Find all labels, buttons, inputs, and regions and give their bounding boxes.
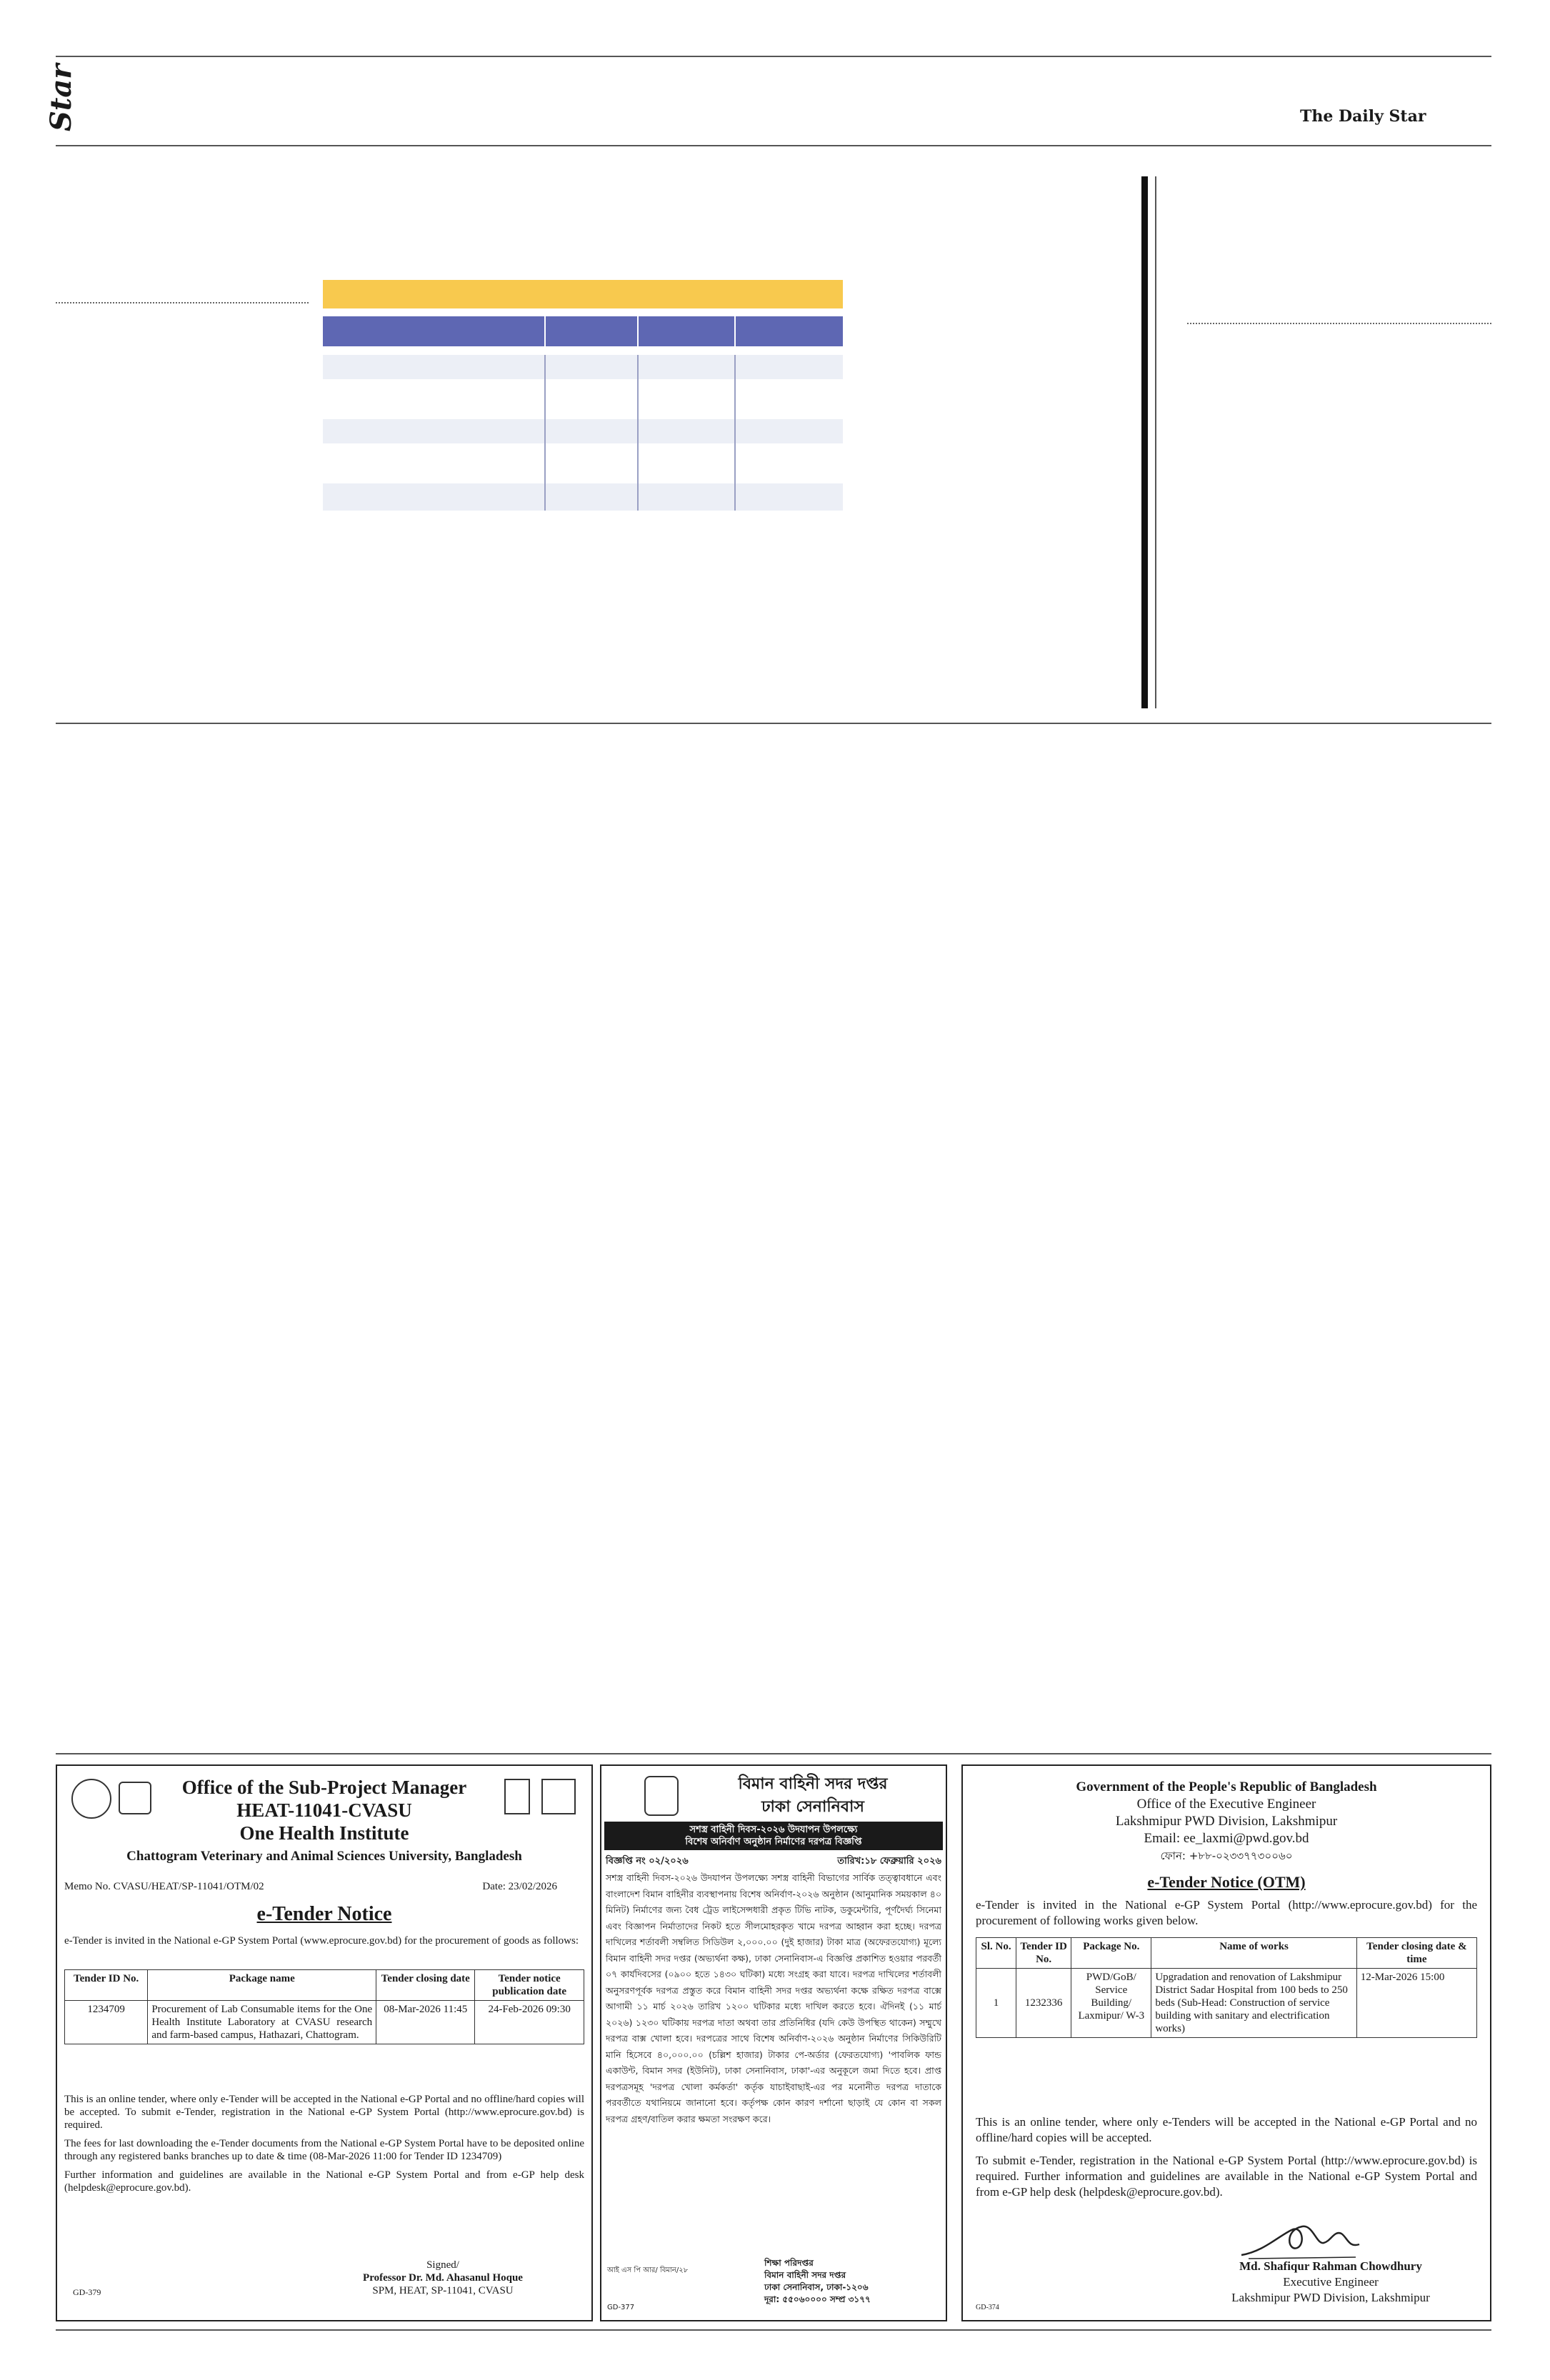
- table-column-line: [734, 355, 736, 511]
- signer-title: SPM, HEAT, SP-11041, CVASU: [372, 2285, 514, 2296]
- ad2-sig2: বিমান বাহিনী সদর দপ্তর: [764, 2270, 846, 2280]
- heat-logo-icon: [541, 1779, 576, 1814]
- upper-section-bottom-rule: [56, 723, 1491, 724]
- university-seal-icon: [71, 1779, 111, 1819]
- notice-intro: e-Tender is invited in the National e-GP System Portal (http://www.eprocure.gov.bd) for the procurement of following works given below.: [976, 1898, 1477, 1927]
- signer-office: Lakshmipur PWD Division, Lakshmipur: [1231, 2291, 1430, 2304]
- column-divider-thick: [1141, 176, 1148, 708]
- office-title: Office of the Executive Engineer: [1136, 1797, 1316, 1812]
- right-column-divider: [1187, 323, 1491, 324]
- ad-code: GD-374: [976, 2304, 999, 2311]
- cell-tender-id: 1234709: [65, 2001, 148, 2044]
- ad-code: GD-377: [607, 2304, 635, 2311]
- col-closing-date: Tender closing date: [376, 1970, 475, 2001]
- university-name: Chattogram Veterinary and Animal Sciences University, Bangladesh: [126, 1849, 522, 1864]
- table-column-line: [637, 355, 639, 511]
- tender-table: [64, 1969, 584, 2044]
- signer-title: Executive Engineer: [1283, 2275, 1379, 2289]
- table-row: [323, 483, 843, 511]
- gov-title: Government of the People's Republic of Bangladesh: [1076, 1779, 1377, 1794]
- masthead-bottom-rule: [56, 145, 1491, 146]
- ad2-ref: বিজ্ঞপ্তি নং ০২/২০২৬: [606, 1856, 689, 1867]
- online-tender-paragraph: This is an online tender, where only e-Tender will be accepted in the National e-GP Portal and no offline/hard copies will be accepted. To submit e-Tender, registration in the National e-GP System Portal (http://www.eprocure.gov.bd) is required.: [64, 2094, 584, 2131]
- office-title: Office of the Sub-Project Manager: [181, 1777, 467, 1798]
- data-table-body: [323, 355, 843, 511]
- left-brand-logo: Star: [44, 64, 78, 131]
- ad-strip-top-rule: [56, 1753, 1491, 1754]
- project-title: HEAT-11041-CVASU: [236, 1799, 412, 1821]
- cell-publication-date: 24-Feb-2026 09:30: [475, 2001, 584, 2044]
- tender-table: [976, 1937, 1477, 2038]
- table-row: [976, 1969, 1477, 2038]
- ministry-logo-icon: [504, 1779, 530, 1814]
- ad2-ref-date: তারিখ:১৮ ফেব্রুয়ারি ২০২৬: [837, 1856, 941, 1867]
- cell-closing: 12-Mar-2026 15:00: [1356, 1969, 1476, 2038]
- table-header-bar: [323, 316, 843, 346]
- phone-line: ফোন: +৮৮-০২৩৩৭৭৩০০৬০: [1160, 1849, 1293, 1862]
- col-tender-id: Tender ID No.: [1016, 1938, 1071, 1969]
- ad2-sig3: ঢাকা সেনানিবাস, ঢাকা-১২০৬: [764, 2282, 869, 2292]
- signer-name: Professor Dr. Md. Ahasanul Hoque: [363, 2272, 523, 2284]
- ad2-subtitle: ঢাকা সেনানিবাস: [761, 1798, 864, 1816]
- ad-pwd-tender: [961, 1764, 1491, 2321]
- col-tender-id: Tender ID No.: [65, 1970, 148, 2001]
- signer-name: Md. Shafiqur Rahman Chowdhury: [1239, 2259, 1422, 2273]
- cell-serial: 1: [976, 1969, 1016, 2038]
- ad2-footer-left: আই এস পি আর/ বিমান/২৮: [607, 2266, 689, 2274]
- ad2-body: সশস্ত্র বাহিনী দিবস-২০২৬ উদযাপন উপলক্ষ্যে সশস্ত্র বাহিনী বিভাগের সার্বিক তত্ত্বাবধানে এবং বাংলাদেশ বিমান বাহিনীর ব্যবস্থাপনায় বিশেষ অনির্বাণ-২০২৬ অনুষ্ঠান (আনুমানিক সময়কাল ৪০ মিনিট) নির্মাণের জন্য বৈধ ট্রেড লাইসেন্সধারী প্রকৃত টিভি নাটক, ডকুমেন্টারি, পূর্ণদৈর্ঘ্য সিনেমা এবং বিজ্ঞাপন নির্মাতাদের নিকট হতে সীলমোহরকৃত খামে দরপত্র আহ্বান করা হচ্ছে। দরপত্র দাখিলের শর্তাবলী সম্বলিত সিডিউল ২,০০০.০০ (দুই হাজার) টাকা মাত্র (অফেরতযোগ্য) মূল্যে বিমান বাহিনী সদর দপ্তর (অভ্যর্থনা কক্ষ), ঢাকা সেনানিবাস-এ বিজ্ঞপ্তি প্রকাশিত হওয়ার পরবর্তী ০৭ কার্যদিবসের (০৯০০ হতে ১৪৩০ ঘটিকা) মধ্যে সংগ্রহ করা যাবে। দরপত্র দাখিলের শর্তাবলী অনুসরণপূর্বক দরপত্র প্রস্তুত করে বিমান বাহিনী সদর দপ্তর অভ্যর্থনা কক্ষে রক্ষিত দরপত্র বাক্সে আগামী ১১ মার্চ ২০২৬ তারিখ ১২০০ ঘটিকার মধ্যে দাখিল করতে হবে। ঐদিনই (১১ মার্চ ২০২৬) ১২৩০ ঘটিকায় দরপত্র দাতা অথবা তার প্রতিনিধির (যদি কেউ উপস্থিত থাকেন) সম্মুখে দরপত্র বাক্স খোলা হবে। দরপত্রের সাথে বিশেষ অনির্বাণ-২০২৬ অনুষ্ঠান নির্মাণের সিকিউরিটি মানি হিসেবে ৪০,০০০.০০ (চল্লিশ হাজার) টাকার পে-অর্ডার (ফেরতযোগ্য) 'পাবলিক ফান্ড একাউন্ট, বিমান সদর (ইউনিট), ঢাকা সেনানিবাস, ঢাকা'-এর অনুকূলে জমা দিতে হবে। প্রাপ্ত দরপত্রসমূহ 'দরপত্র খোলা কর্মকর্তা' কর্তৃক যাচাইবাছাই-এর পর মনোনীত দরপত্র দাতাকে পরবর্তীতে যথানিয়মে জানানো হবে। কর্তৃপক্ষ কোন কারণ দর্শানো ছাড়াই যে কোন বা সকল দরপত্র গ্রহণ/বাতিল করার ক্ষমতা সংরক্ষণ করে।: [606, 1872, 941, 2124]
- cell-package-name: Procurement of Lab Consumable items for the One Health Institute Laboratory at CVASU research and farm-based campus, Hathazari, Chattogram.: [148, 2001, 376, 2044]
- ad-cvasu-tender: [56, 1764, 593, 2321]
- table-row: [323, 379, 843, 419]
- col-works: Name of works: [1151, 1938, 1356, 1969]
- cell-closing-date: 08-Mar-2026 11:45: [376, 2001, 475, 2044]
- ad-air-force-tender: [600, 1764, 947, 2321]
- left-column-divider: [56, 302, 309, 303]
- ad2-banner-line1: সশস্ত্র বাহিনী দিবস-২০২৬ উদযাপন উপলক্ষ্যে: [689, 1824, 858, 1835]
- cell-tender-id: 1232336: [1016, 1969, 1071, 2038]
- table-row: [323, 419, 843, 443]
- division-title: Lakshmipur PWD Division, Lakshmipur: [1115, 1814, 1338, 1829]
- help-paragraph: Further information and guidelines are available in the National e-GP System Portal and from e-GP help desk (helpdesk@eprocure.gov.bd).: [64, 2169, 584, 2194]
- ad2-sig1: শিক্ষা পরিদপ্তর: [764, 2258, 814, 2268]
- ad-code: GD-379: [73, 2287, 101, 2297]
- ad2-title: বিমান বাহিনী সদর দপ্তর: [738, 1775, 888, 1793]
- table-row: [323, 443, 843, 483]
- online-tender-paragraph: This is an online tender, where only e-Tenders will be accepted in the National e-GP Portal and no offline/hard copies will be accepted.: [976, 2115, 1477, 2144]
- col-package: Package No.: [1071, 1938, 1151, 1969]
- page-bottom-rule: [56, 2329, 1491, 2331]
- col-serial: Sl. No.: [976, 1938, 1016, 1969]
- notice-heading: e-Tender Notice (OTM): [1147, 1873, 1306, 1891]
- ad2-banner-line2: বিশেষ অনির্বাণ অনুষ্ঠান নির্মাণের দরপত্র বিজ্ঞপ্তি: [685, 1837, 862, 1847]
- col-closing: Tender closing date & time: [1356, 1938, 1476, 1969]
- ad2-sig4: দূরা: ৫৫০৬০০০০ সম্প্র ৩১৭৭: [764, 2294, 871, 2304]
- registration-paragraph: To submit e-Tender, registration in the National e-GP System Portal (http://www.eprocure.gov.bd) is required. Further information and guidelines are available in the National e-GP System Portal and from e-GP help desk (helpdesk@eprocure.gov.bd).: [976, 2154, 1477, 2199]
- memo-number: Memo No. CVASU/HEAT/SP-11041/OTM/02: [64, 1881, 264, 1892]
- notice-heading: e-Tender Notice: [256, 1903, 392, 1925]
- notice-intro: e-Tender is invited in the National e-GP System Portal (www.eprocure.gov.bd) for the procurement of goods as follows:: [64, 1935, 579, 1947]
- column-divider-thin: [1155, 176, 1156, 708]
- fees-paragraph: The fees for last downloading the e-Tender documents from the National e-GP System Portal have to be deposited online through any registered banks branches up to date & time (08-Mar-2026 11:00 for Tender ID 1234709): [64, 2138, 584, 2162]
- table-title-bar: [323, 280, 843, 308]
- institute-title: One Health Institute: [239, 1822, 409, 1844]
- cell-package: PWD/GoB/ Service Building/ Laxmipur/ W-3: [1071, 1969, 1151, 2038]
- memo-date: Date: 23/02/2026: [482, 1881, 557, 1892]
- col-publication-date: Tender notice publication date: [475, 1970, 584, 2001]
- email-line: Email: ee_laxmi@pwd.gov.bd: [1144, 1831, 1309, 1846]
- table-column-line: [544, 355, 546, 511]
- signed-label: Signed/: [426, 2259, 459, 2271]
- col-package-name: Package name: [148, 1970, 376, 2001]
- top-rule: [56, 56, 1491, 57]
- cell-works: Upgradation and renovation of Lakshmipur District Sadar Hospital from 100 beds to 250 beds (Sub-Head: Construction of service building with sanitary and electrification works): [1151, 1969, 1356, 2038]
- air-force-emblem-icon: [644, 1776, 679, 1816]
- table-row: [65, 2001, 584, 2044]
- right-brand-logo: The Daily Star: [1300, 107, 1426, 126]
- table-row: [323, 355, 843, 379]
